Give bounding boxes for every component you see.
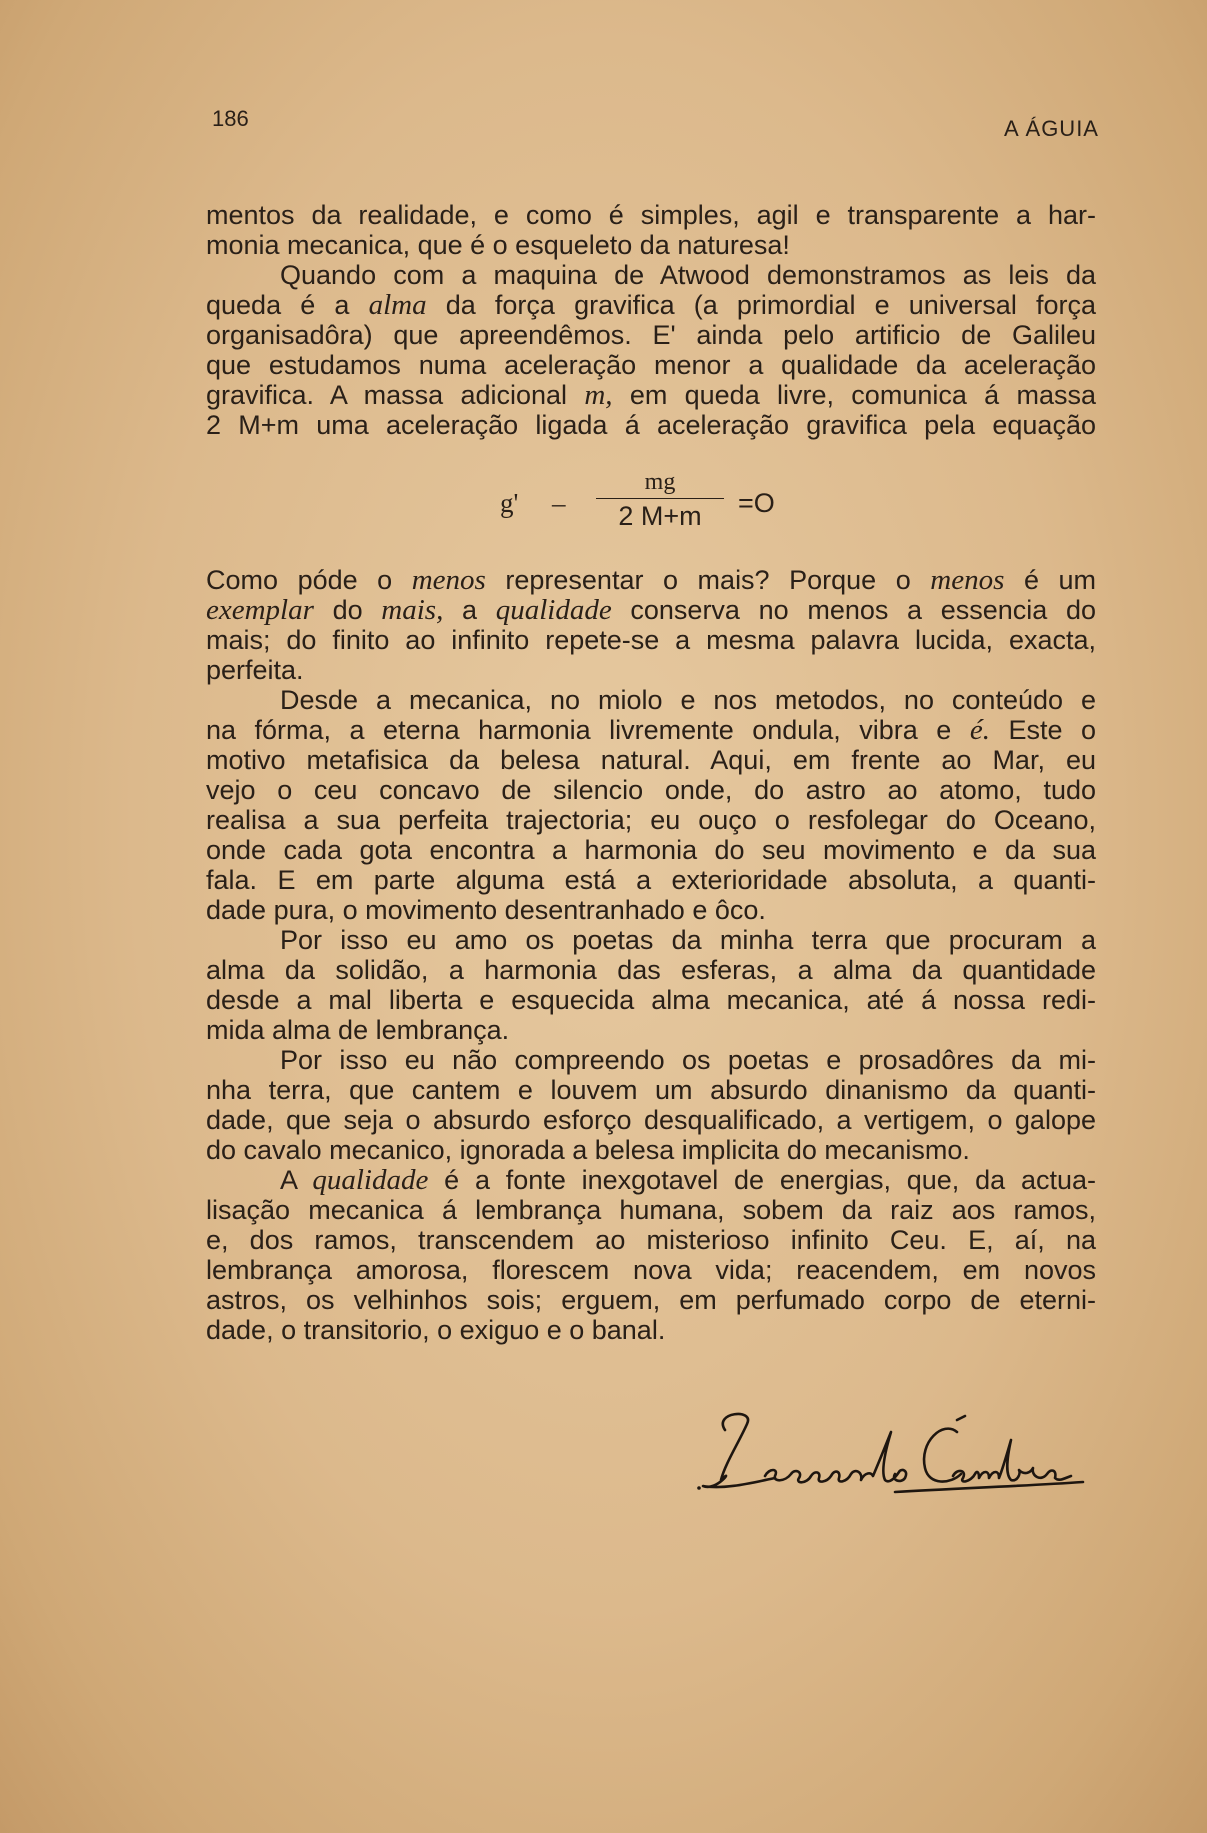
italic-text: qualidade: [495, 594, 612, 626]
text-run: do: [313, 595, 382, 625]
italic-text: menos: [930, 564, 1005, 596]
text-line: [206, 565, 1096, 595]
text-line: [206, 200, 1096, 230]
italic-text: exemplar: [206, 594, 314, 626]
text-line: [206, 1195, 1096, 1225]
text-line: [206, 715, 1096, 745]
equation-denominator: 2 M+m: [618, 501, 702, 531]
text-run: que estudamos numa aceleração menor a qualidade da aceleração: [206, 350, 1096, 380]
running-title: A ÁGUIA: [1003, 116, 1099, 141]
text-line: [206, 1075, 1096, 1105]
text-run: mentos da realidade, e como é simples, agil e transparente a har-: [206, 200, 1096, 230]
text-run: Quando com a maquina de Atwood demonstramos as leis da: [280, 260, 1096, 290]
text-run: alma da solidão, a harmonia das esferas, a alma da quantidade: [206, 955, 1096, 985]
equation-lhs: g': [500, 488, 519, 518]
text-line: [206, 985, 1096, 1015]
equation: [500, 468, 820, 540]
italic-text: m,: [584, 379, 613, 411]
text-line: [280, 1045, 1096, 1075]
text-run: onde cada gota encontra a harmonia do seu movimento e da sua: [206, 835, 1096, 865]
text-line: [206, 1225, 1096, 1255]
text-line: [206, 290, 1096, 320]
text-line: [206, 320, 1096, 350]
equation-rhs: =O: [738, 488, 775, 518]
text-line: [206, 380, 1096, 410]
text-line: [206, 1315, 1096, 1345]
text-line: [206, 775, 1096, 805]
text-run: organisadôra) que apreendêmos. E' ainda pelo artificio de Galileu: [206, 320, 1096, 350]
text-run: nha terra, que cantem e louvem um absurdo dinanismo da quanti-: [206, 1075, 1096, 1105]
text-run: em queda livre, comunica á massa: [612, 380, 1096, 410]
text-run: Este o: [989, 715, 1096, 745]
text-run: na fórma, a eterna harmonia livremente ondula, vibra e: [206, 715, 970, 745]
text-run: gravifica. A massa adicional: [206, 380, 585, 410]
text-line: [280, 260, 1096, 290]
text-run: monia mecanica, que é o esqueleto da naturesa!: [206, 230, 790, 260]
italic-text: menos: [411, 564, 486, 596]
text-run: do cavalo mecanico, ignorada a belesa implicita do mecanismo.: [206, 1135, 970, 1165]
text-run: realisa a sua perfeita trajectoria; eu ouço o resfolegar do Oceano,: [206, 805, 1096, 835]
text-line: [206, 350, 1096, 380]
text-run: A: [280, 1165, 313, 1195]
fraction-bar: [596, 498, 724, 499]
text-run: dade pura, o movimento desentranhado e ôco.: [206, 895, 766, 925]
text-line: [206, 1255, 1096, 1285]
text-run: Por isso eu não compreendo os poetas e prosadôres da mi-: [280, 1045, 1096, 1075]
text-line: [206, 835, 1096, 865]
text-line: [206, 655, 1096, 685]
text-line: [206, 1105, 1096, 1135]
text-run: vejo o ceu concavo de silencio onde, do astro ao atomo, tudo: [206, 775, 1096, 805]
signature: [695, 1402, 1085, 1502]
italic-text: qualidade: [312, 1164, 429, 1196]
text-run: motivo metafisica da belesa natural. Aqui, em frente ao Mar, eu: [206, 745, 1096, 775]
text-run: é um: [1004, 565, 1097, 595]
text-run: fala. E em parte alguma está a exterioridade absoluta, a quanti-: [206, 865, 1096, 895]
text-run: lisação mecanica á lembrança humana, sobem da raiz aos ramos,: [206, 1195, 1096, 1225]
text-line: [206, 955, 1096, 985]
text-run: lembrança amorosa, florescem nova vida; reacendem, em novos: [206, 1255, 1096, 1285]
equation-minus: –: [552, 488, 566, 518]
text-line: [206, 410, 1096, 440]
text-run: a: [443, 595, 496, 625]
text-line: [206, 745, 1096, 775]
text-run: é a fonte inexgotavel de energias, que, da actua-: [428, 1165, 1096, 1195]
text-line: [206, 230, 1096, 260]
text-line: [206, 1135, 1096, 1165]
text-line: [280, 925, 1096, 955]
text-run: perfeita.: [206, 655, 304, 685]
text-run: mais; do finito ao infinito repete-se a mesma palavra lucida, exacta,: [206, 625, 1096, 655]
text-line: [206, 1285, 1096, 1315]
text-run: da força gravifica (a primordial e universal força: [426, 290, 1096, 320]
page-number: 186: [212, 106, 249, 131]
text-line: [280, 1165, 1096, 1195]
text-line: [206, 865, 1096, 895]
text-run: Por isso eu amo os poetas da minha terra que procuram a: [280, 925, 1096, 955]
equation-numerator: mg: [644, 469, 676, 495]
text-run: desde a mal liberta e esquecida alma mecanica, até á nossa redi-: [206, 985, 1096, 1015]
text-run: astros, os velhinhos sois; erguem, em perfumado corpo de eterni-: [206, 1285, 1096, 1315]
text-run: conserva no menos a essencia do: [611, 595, 1096, 625]
text-line: [206, 595, 1096, 625]
italic-text: alma: [368, 289, 427, 321]
text-run: dade, que seja o absurdo esforço desqualificado, a vertigem, o galope: [206, 1105, 1096, 1135]
text-run: queda é a: [206, 290, 369, 320]
text-run: dade, o transitorio, o exiguo e o banal.: [206, 1315, 666, 1345]
text-run: e, dos ramos, transcendem ao misterioso infinito Ceu. E, aí, na: [206, 1225, 1096, 1255]
text-line: [206, 805, 1096, 835]
text-run: Desde a mecanica, no miolo e nos metodos, no conteúdo e: [280, 685, 1096, 715]
text-run: mida alma de lembrança.: [206, 1015, 510, 1045]
text-run: representar o mais? Porque o: [485, 565, 931, 595]
text-line: [206, 1015, 1096, 1045]
text-line: [280, 685, 1096, 715]
signature-text: Leonardo Coimbra: [695, 1402, 704, 1403]
text-run: Como póde o: [206, 565, 412, 595]
italic-text: mais,: [381, 594, 444, 626]
text-line: [206, 625, 1096, 655]
text-run: 2 M+m uma aceleração ligada á aceleração gravifica pela equação: [206, 410, 1096, 440]
equation-fraction: [590, 468, 730, 531]
text-line: [206, 895, 1096, 925]
italic-text: é.: [969, 714, 990, 746]
